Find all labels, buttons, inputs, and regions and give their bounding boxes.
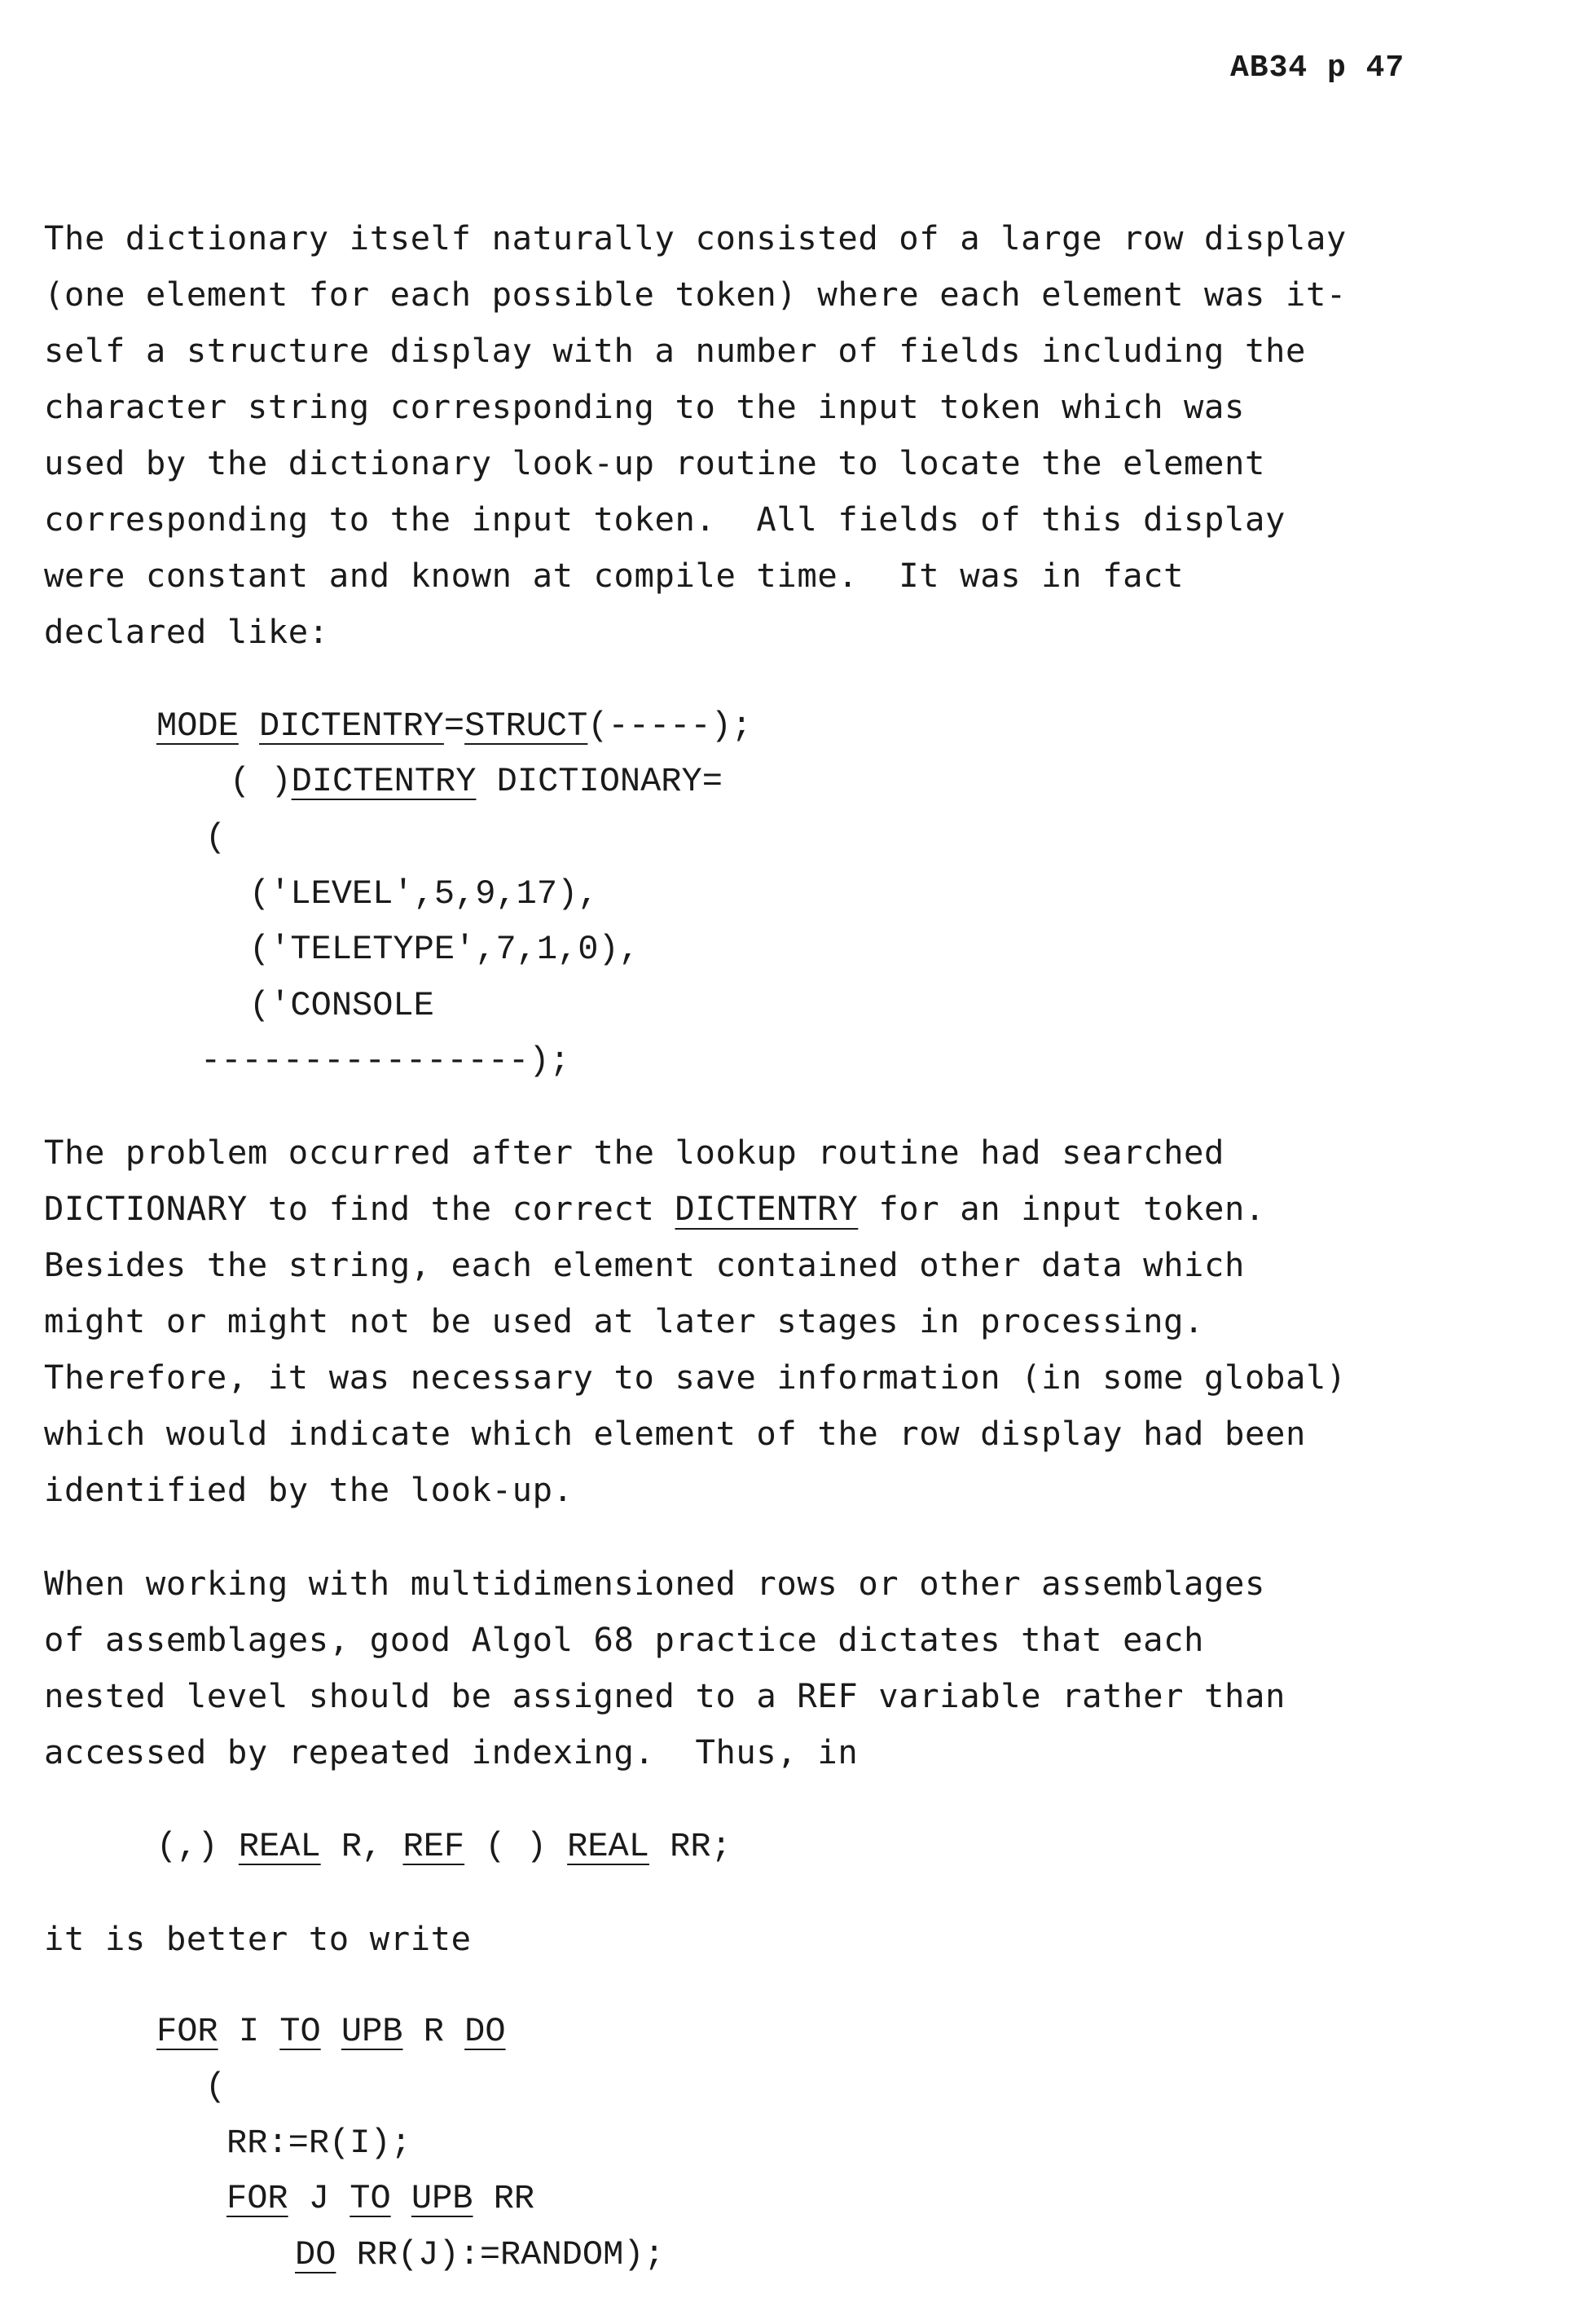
code-fragment <box>391 2179 411 2218</box>
text-line: declared like: <box>44 612 329 651</box>
paragraph-multidimensioned <box>44 1556 1535 1780</box>
code-fragment: R, <box>320 1827 403 1866</box>
text-line: it is better to write <box>44 1919 472 1958</box>
keyword: DO <box>464 2012 506 2051</box>
code-fragment: = <box>443 706 465 746</box>
keyword: DICTENTRY <box>675 1189 859 1228</box>
text-line: self a structure display with a number of fields including the <box>44 331 1306 370</box>
code-fragment: ( ) <box>230 762 292 801</box>
text-line: The dictionary itself naturally consisted of a large row display <box>44 218 1347 257</box>
code-line: ( <box>205 818 226 857</box>
text-line: might or might not be used at later stages in processing. <box>44 1301 1205 1340</box>
text-line: The problem occurred after the lookup routine had searched <box>44 1133 1225 1172</box>
code-line: ----------------); <box>200 1041 570 1081</box>
text-line: (one element for each possible token) where each element was it- <box>44 275 1347 314</box>
code-fragment <box>321 2012 341 2051</box>
code-fragment: (,) <box>156 1827 239 1866</box>
code-fragment: RR; <box>649 1827 732 1866</box>
keyword: REF <box>402 1827 465 1866</box>
keyword: MODE <box>156 706 239 746</box>
text-fragment: DICTIONARY to find the correct <box>44 1189 675 1228</box>
paragraph-better <box>44 1911 1535 1967</box>
text-line: of assemblages, good Algol 68 practice dictates that each <box>44 1620 1205 1659</box>
text-line: identified by the look-up. <box>44 1470 574 1509</box>
text-line <box>44 1181 1535 1237</box>
keyword: UPB <box>411 2179 473 2218</box>
code-line <box>156 1826 732 1867</box>
code-line <box>156 2011 506 2052</box>
keyword: FOR <box>226 2179 288 2218</box>
code-fragment: ( ) <box>464 1827 568 1866</box>
keyword: REAL <box>238 1827 321 1866</box>
code-line: ( <box>205 2067 226 2106</box>
code-line <box>295 2234 665 2275</box>
code-fragment: DICTIONARY= <box>476 762 723 801</box>
code-fragment: R <box>402 2012 465 2051</box>
text-line: accessed by repeated indexing. Thus, in <box>44 1732 859 1772</box>
text-line: used by the dictionary look-up routine to locate the element <box>44 443 1265 482</box>
keyword: STRUCT <box>464 706 588 746</box>
text-fragment: for an input token. <box>858 1189 1266 1228</box>
keyword: FOR <box>156 2012 218 2051</box>
code-line: ('CONSOLE <box>249 986 434 1025</box>
text-line: Besides the string, each element contained other data which <box>44 1245 1245 1284</box>
code-line: ('LEVEL',5,9,17), <box>249 874 599 913</box>
text-line: When working with multidimensioned rows or other assemblages <box>44 1564 1265 1603</box>
text-line: were constant and known at compile time. It was in fact <box>44 556 1185 595</box>
paragraph-dictionary <box>44 210 1535 660</box>
keyword: UPB <box>341 2012 403 2051</box>
code-line <box>226 2178 534 2219</box>
code-line <box>230 761 723 802</box>
keyword: TO <box>350 2179 391 2218</box>
page-reference: AB34 p 47 <box>1230 51 1405 86</box>
keyword: DO <box>295 2235 336 2274</box>
paragraph-problem <box>44 1125 1535 1518</box>
keyword: DICTENTRY <box>291 762 477 801</box>
code-line <box>156 706 752 746</box>
text-line: character string corresponding to the input token which was <box>44 387 1245 426</box>
code-fragment: RR(J):=RANDOM); <box>336 2235 665 2274</box>
text-line: corresponding to the input token. All fields of this display <box>44 500 1286 539</box>
keyword: TO <box>279 2012 321 2051</box>
text-line: Therefore, it was necessary to save information (in some global) <box>44 1358 1347 1397</box>
keyword: DICTENTRY <box>259 706 444 746</box>
code-fragment: RR <box>473 2179 535 2218</box>
code-line: RR:=R(I); <box>226 2124 411 2163</box>
text-line: nested level should be assigned to a REF variable rather than <box>44 1676 1286 1715</box>
keyword: REAL <box>567 1827 649 1866</box>
code-line: ('TELETYPE',7,1,0), <box>249 930 640 969</box>
code-fragment: J <box>288 2179 350 2218</box>
text-line: which would indicate which element of the row display had been <box>44 1414 1306 1453</box>
code-fragment: (-----); <box>587 706 752 746</box>
code-fragment: I <box>218 2012 280 2051</box>
